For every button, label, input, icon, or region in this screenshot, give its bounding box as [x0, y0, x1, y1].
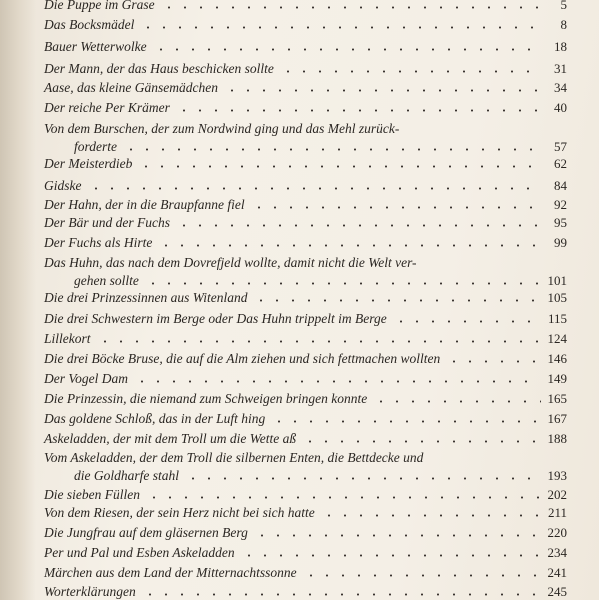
dot-leader — [97, 340, 542, 343]
toc-entry-page-number: 167 — [547, 411, 567, 426]
toc-entry-line — [44, 430, 567, 447]
toc-entry-title: Worterklärungen — [44, 584, 136, 599]
toc-entry-title: Der Fuchs als Hirte — [44, 235, 153, 250]
toc-entry-second-line — [44, 467, 567, 484]
dot-leader — [176, 224, 541, 227]
toc-entry — [44, 289, 567, 306]
toc-entry-title: Vom Askeladden, der dem Troll die silbernen Enten, die Bettdecke und — [44, 450, 424, 465]
toc-entry-title: Märchen aus dem Land der Mitternachtssonne — [44, 565, 297, 580]
toc-entry-title: Die drei Schwestern im Berge oder Das Huhn trippelt im Berge — [44, 311, 387, 326]
toc-entry-page-number: 62 — [554, 156, 567, 171]
dot-leader — [145, 282, 541, 285]
toc-entry-page-number: 165 — [547, 391, 567, 406]
toc-entry-page-number: 18 — [554, 39, 567, 54]
toc-entry-page-number: 241 — [547, 565, 567, 580]
toc-entry-line — [44, 524, 567, 541]
toc-entry-title: Lillekort — [44, 331, 91, 346]
toc-entry — [44, 449, 567, 484]
dot-leader — [321, 514, 541, 517]
toc-entry-title: Das goldene Schloß, das in der Luft hing — [44, 411, 266, 426]
toc-entry-second-line — [44, 138, 567, 155]
toc-entry-line — [44, 214, 567, 231]
toc-entry-second-line — [44, 272, 567, 289]
toc-entry — [44, 0, 567, 13]
toc-entry-title: Die drei Böcke Bruse, die auf die Alm ziehen und sich fettmachen wollten — [44, 351, 441, 366]
dot-leader — [158, 244, 541, 247]
dot-leader — [224, 89, 541, 92]
dot-leader — [393, 320, 541, 323]
toc-entry — [44, 583, 567, 600]
toc-entry-title-continuation: die Goldharfe stahl — [74, 468, 179, 483]
toc-entry — [44, 99, 567, 116]
toc-entry — [44, 120, 567, 155]
toc-entry — [44, 196, 567, 213]
toc-entry-title-continuation: gehen sollte — [74, 273, 139, 288]
toc-entry-title: Das Bocksmädel — [44, 17, 135, 32]
toc-entry-title: Der Bär und der Fuchs — [44, 215, 170, 230]
toc-entry — [44, 330, 567, 347]
dot-leader — [271, 420, 541, 423]
toc-entry-line — [44, 289, 567, 306]
toc-entry-page-number: 234 — [547, 545, 567, 560]
dot-leader — [140, 26, 541, 29]
toc-entry — [44, 16, 567, 33]
toc-entry-line — [44, 504, 567, 521]
toc-entry-title: Von dem Burschen, der zum Nordwind ging und das Mehl zurück- — [44, 121, 400, 136]
toc-entry-page-number: 92 — [554, 197, 567, 212]
toc-entry — [44, 410, 567, 427]
toc-entry-page-number: 95 — [554, 215, 567, 230]
toc-entry-page-number: 84 — [554, 178, 567, 193]
dot-leader — [446, 360, 541, 363]
toc-entry-title: Bauer Wetterwolke — [44, 39, 147, 54]
toc-entry — [44, 524, 567, 541]
toc-entry-line — [44, 99, 567, 116]
toc-entry-title: Die Puppe im Grase — [44, 0, 155, 12]
toc-entry-page-number: 57 — [554, 139, 567, 154]
dot-leader — [303, 574, 541, 577]
dot-leader — [373, 400, 541, 403]
toc-entry — [44, 390, 567, 407]
toc-entry — [44, 544, 567, 561]
dot-leader — [241, 554, 541, 557]
toc-entry-first-line — [44, 254, 567, 271]
toc-entry-title: Die Prinzessin, die niemand zum Schweigen bringen konnte — [44, 391, 368, 406]
toc-entry-page-number: 211 — [547, 505, 567, 520]
dot-leader — [123, 148, 541, 151]
toc-entry-page-number: 193 — [547, 468, 567, 483]
toc-entry-line — [44, 60, 567, 77]
toc-entry-line — [44, 486, 567, 503]
dot-leader — [153, 48, 541, 51]
toc-entry — [44, 430, 567, 447]
toc-entry-page-number: 124 — [547, 331, 567, 346]
dot-leader — [146, 496, 541, 499]
toc-entry-line — [44, 583, 567, 600]
toc-entry-page-number: 115 — [547, 311, 567, 326]
toc-entry-line — [44, 544, 567, 561]
toc-entry-page-number: 202 — [547, 487, 567, 502]
toc-entry-first-line — [44, 449, 567, 466]
toc-entry-title: Askeladden, der mit dem Troll um die Wette aß — [44, 431, 297, 446]
toc-entry-page-number: 5 — [560, 0, 567, 12]
toc-entry — [44, 310, 567, 327]
toc-entry-page-number: 105 — [547, 290, 567, 305]
toc-entry — [44, 504, 567, 521]
toc-entry — [44, 486, 567, 503]
dot-leader — [185, 477, 541, 480]
toc-entry-line — [44, 196, 567, 213]
toc-entry-page-number: 188 — [547, 431, 567, 446]
toc-entry-line — [44, 390, 567, 407]
toc-entry-line — [44, 350, 567, 367]
toc-entry — [44, 79, 567, 96]
toc-entry — [44, 234, 567, 251]
toc-entry-page-number: 146 — [547, 351, 567, 366]
toc-entry-title: Der reiche Per Krämer — [44, 100, 170, 115]
toc-entry-line — [44, 177, 567, 194]
toc-entry-page-number: 34 — [554, 80, 567, 95]
toc-entry — [44, 214, 567, 231]
toc-entry-title: Gidske — [44, 178, 82, 193]
toc-entry-page-number: 220 — [547, 525, 567, 540]
toc-entry-title: Die drei Prinzessinnen aus Witenland — [44, 290, 248, 305]
dot-leader — [88, 187, 542, 190]
toc-entry-line — [44, 155, 567, 172]
toc-entry-title: Der Vogel Dam — [44, 371, 128, 386]
dot-leader — [280, 70, 541, 73]
dot-leader — [142, 593, 541, 596]
dot-leader — [134, 380, 541, 383]
toc-entry-title: Per und Pal und Esben Askeladden — [44, 545, 235, 560]
toc-entry — [44, 38, 567, 55]
toc-entry — [44, 370, 567, 387]
toc-entry-page-number: 101 — [547, 273, 567, 288]
dot-leader — [138, 165, 541, 168]
toc-entry-title: Der Mann, der das Haus beschicken sollte — [44, 61, 274, 76]
toc-entry-page-number: 40 — [554, 100, 567, 115]
toc-entry-page-number: 31 — [554, 61, 567, 76]
toc-entry-page-number: 8 — [560, 17, 567, 32]
toc-entry-title-continuation: forderte — [74, 139, 117, 154]
dot-leader — [253, 299, 541, 302]
toc-entry-line — [44, 38, 567, 55]
toc-entry — [44, 177, 567, 194]
dot-leader — [302, 440, 541, 443]
toc-entry-title: Aase, das kleine Gänsemädchen — [44, 80, 218, 95]
toc-entry-title: Der Hahn, der in die Braupfanne fiel — [44, 197, 245, 212]
toc-entry-first-line — [44, 120, 567, 137]
toc-entry-page-number: 99 — [554, 235, 567, 250]
toc-entry-line — [44, 79, 567, 96]
toc-entry-page-number: 245 — [547, 584, 567, 599]
dot-leader — [176, 109, 541, 112]
toc-entry-line — [44, 370, 567, 387]
toc-entry-page-number: 149 — [547, 371, 567, 386]
toc-entry-title: Die Jungfrau auf dem gläsernen Berg — [44, 525, 248, 540]
toc-entry-line — [44, 410, 567, 427]
toc-entry — [44, 60, 567, 77]
dot-leader — [254, 534, 541, 537]
toc-entry-line — [44, 310, 567, 327]
toc-entry — [44, 350, 567, 367]
toc-entry-line — [44, 564, 567, 581]
toc-entry-title: Von dem Riesen, der sein Herz nicht bei sich hatte — [44, 505, 315, 520]
toc-entry-line — [44, 330, 567, 347]
dot-leader — [161, 6, 541, 9]
toc-entry-line — [44, 234, 567, 251]
toc-entry-line — [44, 16, 567, 33]
toc-entry — [44, 254, 567, 289]
toc-entry-title: Das Huhn, das nach dem Dovrefjeld wollte, damit nicht die Welt ver- — [44, 255, 417, 270]
toc-entry-title: Die sieben Füllen — [44, 487, 140, 502]
toc-entry-title: Der Meisterdieb — [44, 156, 133, 171]
toc-entry — [44, 155, 567, 172]
dot-leader — [251, 206, 541, 209]
toc-entry — [44, 564, 567, 581]
toc-entry-line — [44, 0, 567, 13]
